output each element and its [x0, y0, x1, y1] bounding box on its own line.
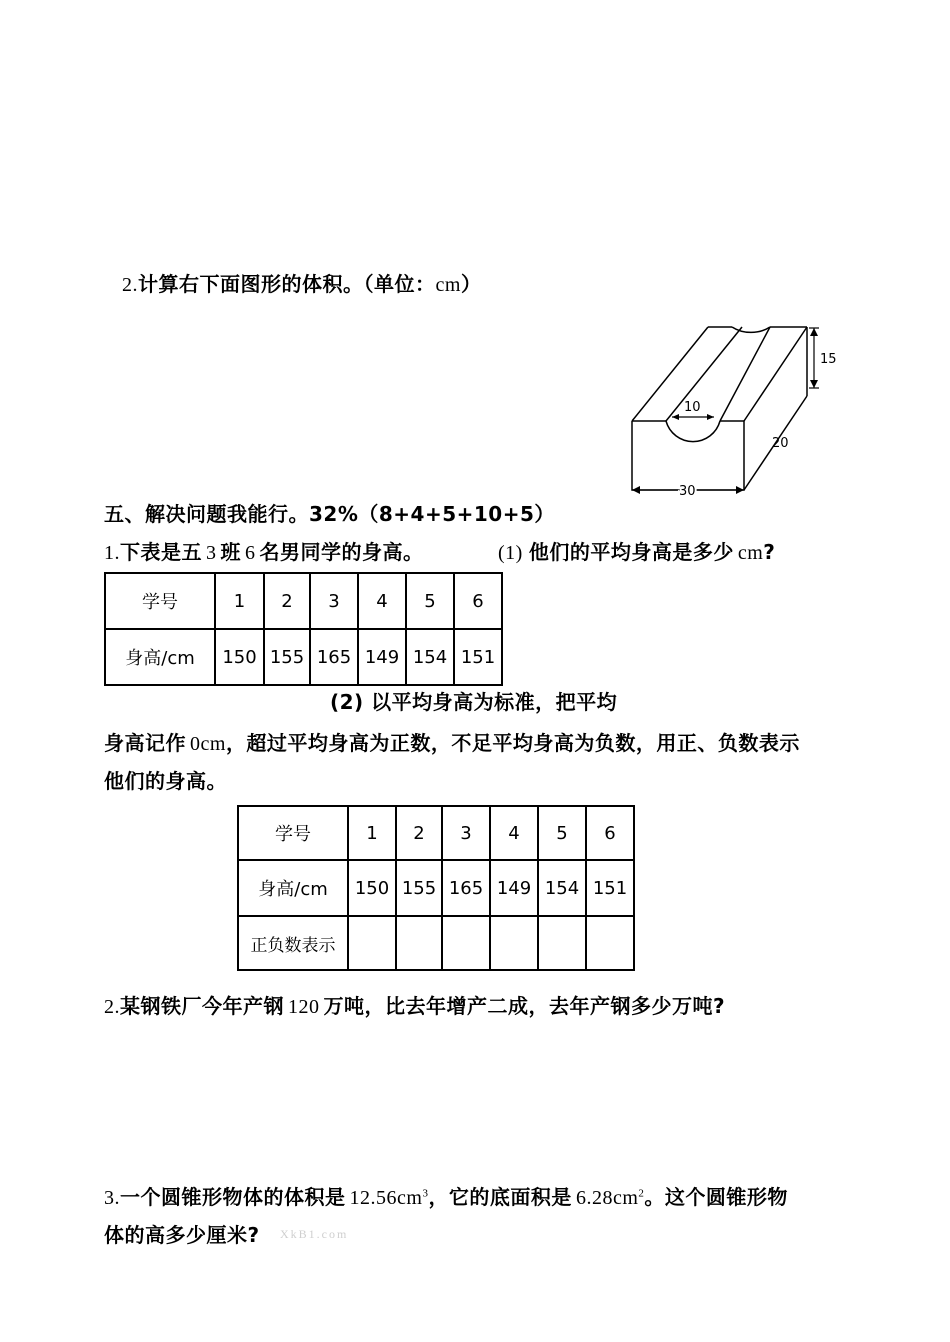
q3-text-c: 。这个圆锥形物 [644, 1185, 788, 1209]
question-1 [104, 536, 424, 565]
cont-text-a: 身高记作 [104, 731, 186, 755]
question-number: 2. [122, 274, 138, 296]
row-label-id: 学号 [105, 573, 215, 629]
question-number: 2. [104, 996, 120, 1018]
signed-heights-table [237, 805, 635, 971]
q2-text-a: 某钢铁厂今年产钢 [120, 994, 284, 1018]
sub1-text: 他们的平均身高是多少 [528, 540, 734, 564]
question-number: 1. [104, 542, 120, 564]
q1-text-b: 班 [220, 540, 241, 564]
table-cell: 5 [406, 573, 454, 629]
table-cell: 154 [538, 860, 586, 916]
table-cell: 165 [310, 629, 358, 685]
answer-cell[interactable] [348, 916, 396, 970]
front-face-left [632, 421, 744, 490]
question-1-sub-2-end: 他们的身高。 [104, 769, 227, 793]
table-row-heights [105, 629, 502, 685]
table-cell: 149 [358, 629, 406, 685]
front-groove-arc [666, 421, 720, 442]
table-row-signed [238, 916, 634, 970]
table-cell: 6 [454, 573, 502, 629]
unit-text: cm [435, 274, 461, 296]
row-label-id: 学号 [238, 806, 348, 860]
question-3 [104, 1181, 788, 1210]
label-groove: 10 [684, 400, 701, 415]
q3-area: 6.28cm [575, 1187, 639, 1209]
answer-cell[interactable] [586, 916, 634, 970]
dim-height-arrow-down [810, 380, 818, 388]
table-cell: 151 [454, 629, 502, 685]
dim-groove-arrow-left [672, 414, 679, 420]
heights-table [104, 572, 503, 686]
sub1-number: (1) [498, 542, 523, 564]
question-geo-volume [122, 268, 481, 297]
section-title: 五、解决问题我能行。32%（8+4+5+10+5） [104, 502, 555, 526]
cont-zero: 0cm [190, 733, 226, 755]
row-label-height: 身高/cm [238, 860, 348, 916]
table-row-ids [238, 806, 634, 860]
q3-area-exponent: 2 [638, 1187, 645, 1200]
edge-groove-left [666, 327, 742, 421]
edge-groove-right [720, 327, 770, 421]
question-1-sub-2-cont [104, 727, 800, 756]
label-width: 30 [679, 484, 696, 499]
q3-text-b: ，它的底面积是 [428, 1185, 572, 1209]
table-row-ids [105, 573, 502, 629]
label-height: 15 [820, 352, 837, 367]
table-cell: 1 [215, 573, 264, 629]
q3-volume-exponent: 3 [422, 1187, 429, 1200]
q3-volume: 12.56cm [349, 1187, 423, 1209]
watermark: XkB1.com [280, 1227, 349, 1241]
table-cell: 2 [264, 573, 310, 629]
q1-class-number: 3 [206, 542, 217, 564]
q2-text-b: 万吨，比去年增产二成，去年产钢多少万吨? [323, 994, 726, 1018]
table-cell: 151 [586, 860, 634, 916]
cont-text-b: ，超过平均身高为正数，不足平均身高为负数，用正、负数表示 [225, 731, 800, 755]
q2-amount: 120 [288, 996, 320, 1018]
table-row-heights [238, 860, 634, 916]
sub1-unit: cm [737, 542, 764, 564]
question-3-cont: 体的高多少厘米? [104, 1223, 260, 1247]
table-cell: 150 [348, 860, 396, 916]
table-cell: 155 [396, 860, 442, 916]
grooved-block-figure [620, 318, 840, 503]
table-cell: 150 [215, 629, 264, 685]
question-1-sub-2: (2) 以平均身高为标准，把平均 [330, 690, 618, 714]
question-1-sub-1 [498, 536, 775, 565]
q1-text-a: 下表是五 [120, 540, 202, 564]
table-cell: 155 [264, 629, 310, 685]
dim-height-arrow-up [810, 328, 818, 336]
label-depth: 20 [772, 436, 789, 451]
table-cell: 5 [538, 806, 586, 860]
table-cell: 165 [442, 860, 490, 916]
answer-cell[interactable] [490, 916, 538, 970]
table-cell: 3 [310, 573, 358, 629]
dim-width-arrow-right [736, 486, 744, 494]
row-label-height: 身高/cm [105, 629, 215, 685]
q1-count: 6 [245, 542, 256, 564]
dim-groove-arrow-right [707, 414, 714, 420]
sub1-end: ? [763, 540, 776, 564]
q3-text-a: 一个圆锥形物体的体积是 [120, 1185, 346, 1209]
close-paren: ） [460, 272, 482, 296]
row-label-signed: 正负数表示 [238, 916, 348, 970]
answer-cell[interactable] [396, 916, 442, 970]
table-cell: 6 [586, 806, 634, 860]
answer-cell[interactable] [442, 916, 490, 970]
table-cell: 3 [442, 806, 490, 860]
table-cell: 1 [348, 806, 396, 860]
q1-text-c: 名男同学的身高。 [259, 540, 424, 564]
table-cell: 2 [396, 806, 442, 860]
table-cell: 154 [406, 629, 454, 685]
question-number: 3. [104, 1187, 120, 1209]
question-2 [104, 990, 725, 1019]
question-text: 计算右下面图形的体积。（单位： [138, 272, 436, 296]
table-cell: 4 [490, 806, 538, 860]
answer-cell[interactable] [538, 916, 586, 970]
edge-right-back [744, 327, 807, 421]
table-cell: 4 [358, 573, 406, 629]
dim-width-arrow-left [632, 486, 640, 494]
table-cell: 149 [490, 860, 538, 916]
